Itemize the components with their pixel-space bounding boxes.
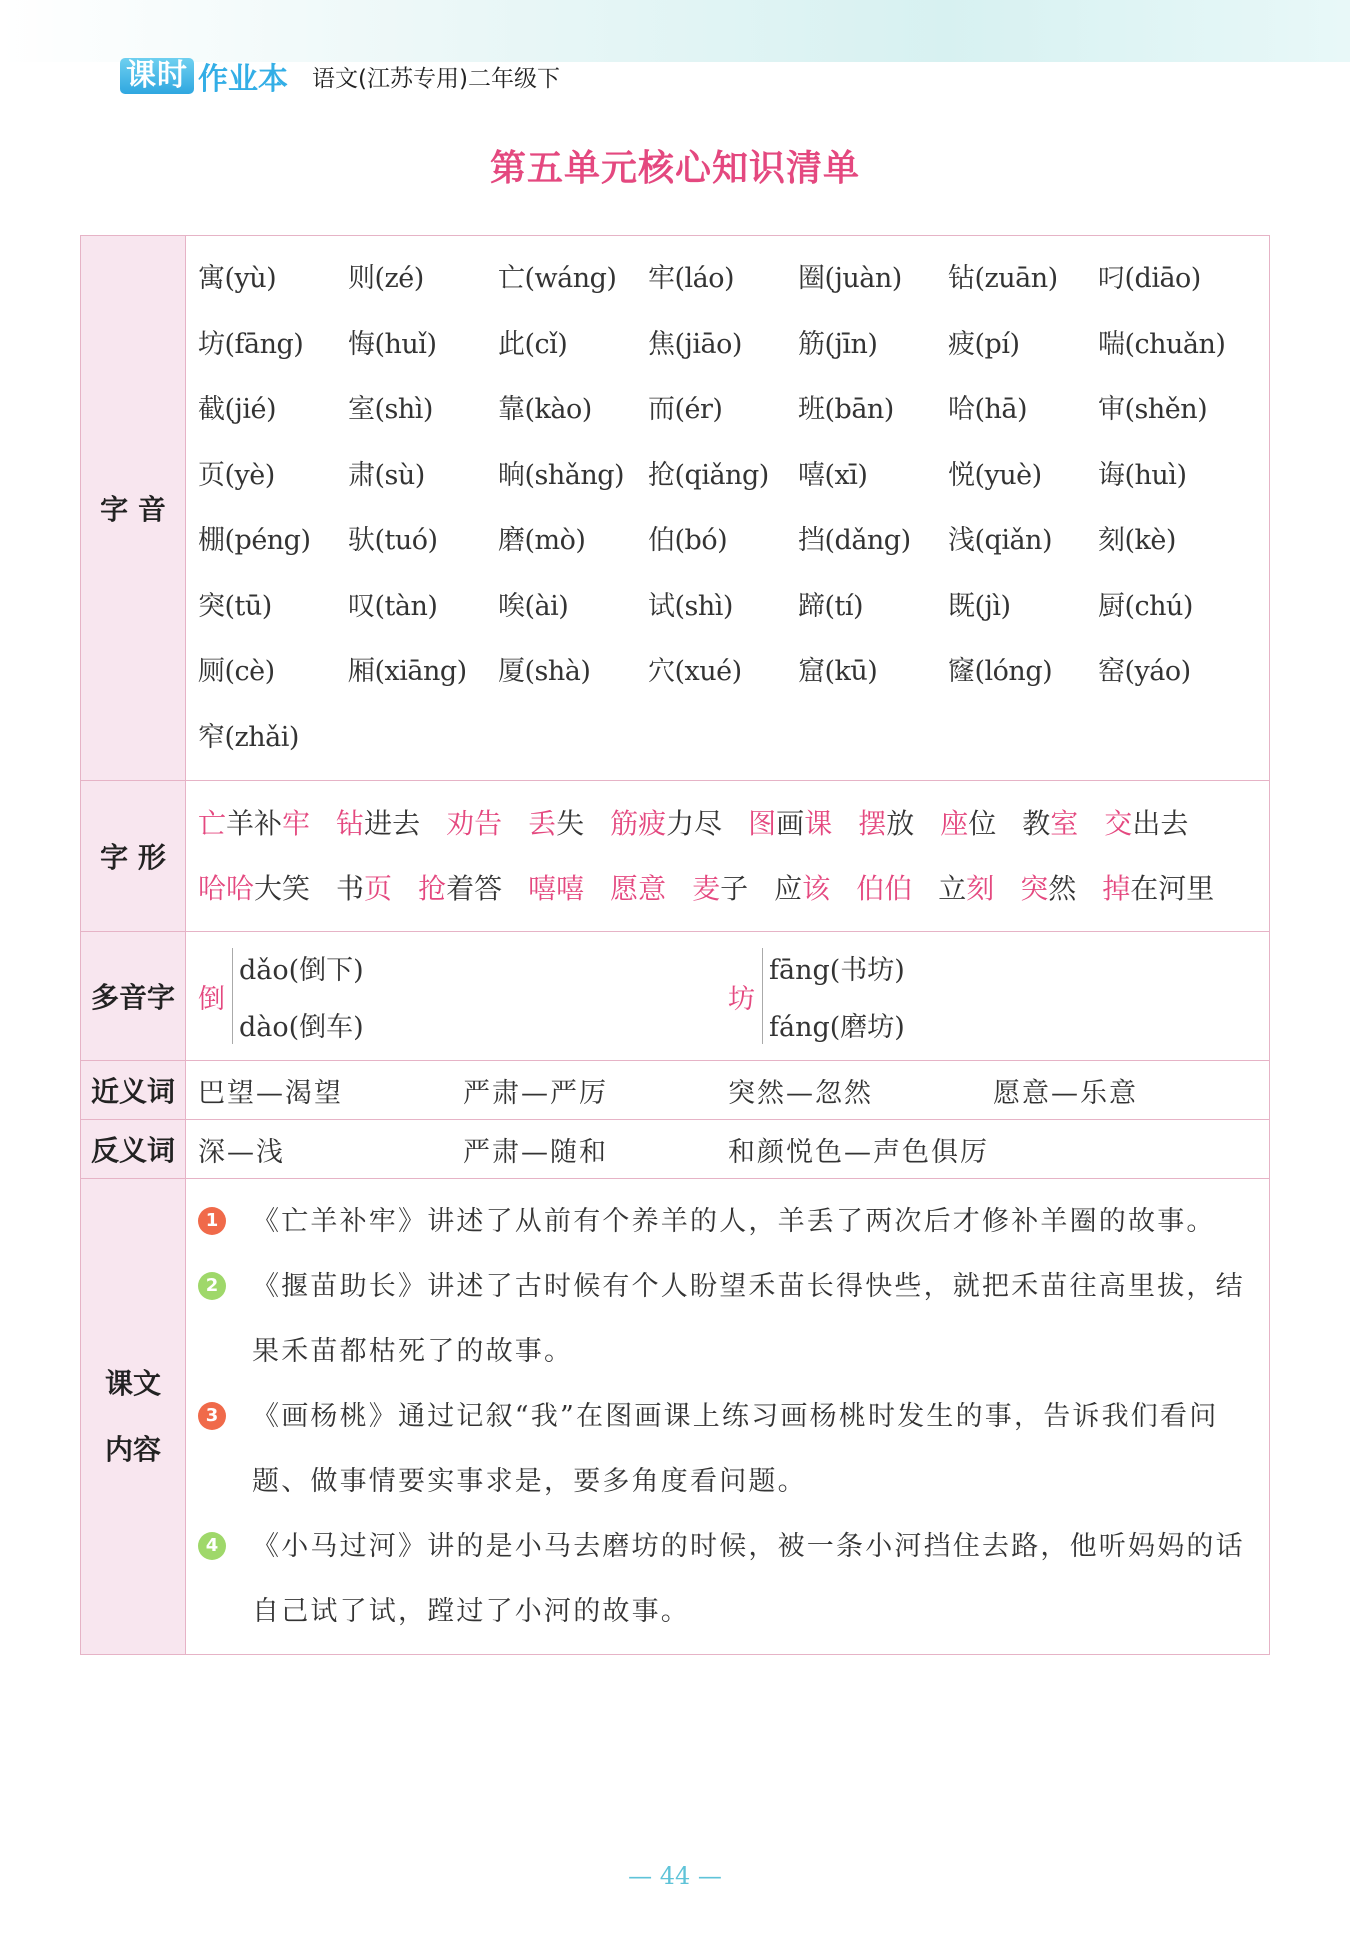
pinyin-entry: 厢(xiāng) (348, 656, 467, 687)
pinyin-entry: 厦(shà) (498, 656, 591, 687)
word-form (774, 856, 830, 921)
highlighted-char: 抢 (418, 872, 447, 905)
word-form (858, 791, 914, 856)
highlighted-char: 页 (364, 872, 393, 905)
label-jin-yi-ci: 近义词 (81, 1061, 186, 1120)
pinyin-entry: 窑(yáo) (1098, 656, 1191, 687)
pinyin-entry: 钻(zuān) (948, 263, 1058, 294)
pinyin-entry: 驮(tuó) (348, 525, 438, 556)
pinyin-entry: 坊(fāng) (198, 328, 304, 360)
polyphone-brace (762, 948, 905, 1044)
antonym-pair: 深—浅 (198, 1136, 285, 1168)
synonym-pair: 严肃—严厉 (463, 1077, 608, 1109)
cell-zi-yin (186, 236, 1270, 781)
word-form (748, 791, 832, 856)
synonym-list (198, 1061, 1259, 1119)
cell-ke-wen (186, 1179, 1270, 1655)
antonym-pair: 严肃—随和 (463, 1136, 608, 1168)
plain-char: 画 (776, 807, 805, 840)
highlighted-char: 劝告 (446, 807, 503, 840)
synonym-pair: 巴望—渴望 (198, 1077, 343, 1109)
highlighted-char: 伯伯 (856, 872, 913, 905)
subject-label: 语文(江苏专用)二年级下 (312, 65, 560, 92)
highlighted-char: 摆 (858, 807, 887, 840)
pinyin-entry: 嘻(xī) (798, 459, 868, 491)
word-form (610, 856, 666, 921)
row-zi-xing (81, 781, 1270, 932)
plain-char: 子 (720, 872, 749, 905)
polyphone-reading: fáng(磨坊) (769, 1012, 905, 1043)
word-form (938, 856, 994, 921)
highlighted-char: 亡 (198, 807, 227, 840)
number-badge: 2 (198, 1272, 226, 1300)
pinyin-entry: 肃(sù) (348, 459, 425, 491)
highlighted-char: 筋疲 (610, 807, 667, 840)
plain-char: 放 (886, 807, 915, 840)
word-form (418, 856, 502, 921)
highlighted-char: 课 (804, 807, 833, 840)
pinyin-entry: 唉(ài) (498, 590, 569, 622)
word-form (528, 791, 584, 856)
pinyin-entry: 而(ér) (648, 394, 723, 425)
highlighted-char: 图 (748, 807, 777, 840)
row-jin-yi-ci (81, 1061, 1270, 1120)
pinyin-entry: 班(bān) (798, 394, 894, 425)
word-form (1022, 791, 1078, 856)
highlighted-char: 该 (802, 872, 831, 905)
pinyin-entry: 叹(tàn) (348, 590, 438, 622)
pinyin-entry: 窟(kū) (798, 656, 878, 687)
row-duo-yin-zi (81, 932, 1270, 1061)
pinyin-entry: 刻(kè) (1098, 525, 1176, 556)
page-number: — 44 — (628, 1862, 722, 1890)
label-zi-yin: 字 音 (81, 236, 186, 781)
pinyin-entry: 此(cǐ) (498, 328, 568, 360)
antonym-list (198, 1120, 1259, 1178)
logo-text: 作业本 (198, 62, 288, 97)
pinyin-entry: 页(yè) (198, 459, 275, 491)
polyphone-char: 倒 (198, 983, 225, 1015)
word-form (198, 856, 310, 921)
row-zi-yin (81, 236, 1270, 781)
plain-char: 着答 (446, 872, 503, 905)
synonym-pair: 愿意—乐意 (993, 1077, 1138, 1109)
pinyin-entry: 突(tū) (198, 590, 272, 622)
plain-char: 力尽 (666, 807, 723, 840)
label-ke-wen-line: 课文 (104, 1366, 161, 1400)
highlighted-char: 牢 (282, 807, 311, 840)
cell-duo-yin-zi (186, 932, 1270, 1061)
plain-char: 然 (1048, 872, 1077, 905)
polyphone-group (198, 948, 728, 1044)
number-badge: 1 (198, 1207, 226, 1235)
polyphone-char: 坊 (728, 983, 755, 1015)
label-fan-yi-ci: 反义词 (81, 1120, 186, 1179)
word-form (446, 791, 502, 856)
synonym-pair: 突然—忽然 (728, 1077, 873, 1109)
lesson-summary (198, 1189, 1259, 1254)
pinyin-entry: 晌(shǎng) (498, 459, 625, 491)
word-form (692, 856, 748, 921)
polyphone-reading: dào(倒车) (239, 1012, 364, 1043)
highlighted-char: 室 (1050, 807, 1079, 840)
pinyin-entry: 靠(kào) (498, 394, 592, 425)
pinyin-entry: 牢(láo) (648, 263, 735, 294)
word-form (198, 791, 310, 856)
polyphone-brace (232, 948, 364, 1044)
lesson-text: 《揠苗助长》讲述了古时候有个人盼望禾苗长得快些，就把禾苗往高里拔，结果禾苗都枯死了的故事。 (252, 1271, 1245, 1367)
pinyin-entry: 寓(yù) (198, 263, 277, 294)
plain-char: 羊补 (226, 807, 283, 840)
label-zi-xing: 字 形 (81, 781, 186, 932)
pinyin-grid (198, 246, 1259, 770)
label-ke-wen (81, 1179, 186, 1655)
plain-char: 应 (774, 872, 803, 905)
pinyin-entry: 厨(chú) (1098, 590, 1193, 622)
pinyin-entry: 窄(zhǎi) (198, 721, 299, 753)
pinyin-entry: 穴(xué) (648, 656, 742, 687)
lesson-summary (198, 1514, 1259, 1644)
plain-char: 进去 (364, 807, 421, 840)
pinyin-entry: 亡(wáng) (498, 263, 617, 294)
book-header (120, 56, 560, 96)
pinyin-entry: 浅(qiǎn) (948, 525, 1052, 556)
pinyin-entry: 叼(diāo) (1098, 263, 1201, 294)
pinyin-entry: 审(shěn) (1098, 394, 1208, 425)
lesson-text: 《小马过河》讲的是小马去磨坊的时候，被一条小河挡住去路，他听妈妈的话自己试了试，蹚过了小河的故事。 (252, 1531, 1245, 1627)
pinyin-entry: 室(shì) (348, 394, 433, 425)
plain-char: 教 (1022, 807, 1051, 840)
plain-char: 位 (968, 807, 997, 840)
lesson-summary (198, 1384, 1259, 1514)
pinyin-entry: 疲(pí) (948, 328, 1020, 360)
lesson-summary (198, 1254, 1259, 1384)
pinyin-entry: 厕(cè) (198, 656, 275, 687)
pinyin-entry: 筋(jīn) (798, 328, 878, 360)
highlighted-char: 交 (1104, 807, 1133, 840)
top-band (0, 0, 1350, 62)
word-form (1020, 856, 1076, 921)
word-forms (198, 791, 1259, 921)
pinyin-entry: 哈(hā) (948, 394, 1028, 425)
highlighted-char: 哈哈 (198, 872, 255, 905)
plain-char: 失 (556, 807, 585, 840)
cell-fan-yi-ci (186, 1120, 1270, 1179)
pinyin-entry: 截(jié) (198, 394, 277, 425)
highlighted-char: 座 (940, 807, 969, 840)
pinyin-entry: 窿(lóng) (948, 656, 1053, 687)
cell-jin-yi-ci (186, 1061, 1270, 1120)
highlighted-char: 钻 (336, 807, 365, 840)
plain-char: 立 (938, 872, 967, 905)
pinyin-entry: 挡(dǎng) (798, 525, 911, 556)
plain-char: 书 (336, 872, 365, 905)
pinyin-entry: 试(shì) (648, 590, 733, 622)
logo-box: 课时 (120, 58, 194, 94)
highlighted-char: 突 (1020, 872, 1049, 905)
label-ke-wen-line: 内容 (104, 1432, 161, 1466)
word-form (940, 791, 996, 856)
word-form (856, 856, 912, 921)
pinyin-entry: 磨(mò) (498, 525, 586, 556)
highlighted-char: 掉 (1102, 872, 1131, 905)
pinyin-entry: 圈(juàn) (798, 263, 902, 294)
antonym-pair: 和颜悦色—声色俱厉 (728, 1136, 989, 1168)
number-badge: 3 (198, 1402, 226, 1430)
word-form (1104, 791, 1188, 856)
knowledge-table (80, 235, 1270, 1655)
pinyin-entry: 棚(péng) (198, 525, 311, 556)
pinyin-entry: 则(zé) (348, 263, 424, 294)
cell-zi-xing (186, 781, 1270, 932)
pinyin-entry: 诲(huì) (1098, 459, 1187, 491)
page-title: 第五单元核心知识清单 (489, 148, 860, 189)
word-form (336, 791, 420, 856)
polyphone-reading: dǎo(倒下) (239, 955, 364, 986)
polyphone-reading: fāng(书坊) (769, 955, 905, 986)
pinyin-entry: 焦(jiāo) (648, 328, 742, 360)
lesson-text: 《亡羊补牢》讲述了从前有个养羊的人，羊丢了两次后才修补羊圈的故事。 (252, 1206, 1216, 1237)
pinyin-entry: 喘(chuǎn) (1098, 328, 1226, 360)
highlighted-char: 麦 (692, 872, 721, 905)
word-form (528, 856, 584, 921)
polyphone-group (728, 948, 1258, 1044)
plain-char: 出去 (1132, 807, 1189, 840)
row-fan-yi-ci (81, 1120, 1270, 1179)
number-badge: 4 (198, 1532, 226, 1560)
word-form (1102, 856, 1214, 921)
label-duo-yin-zi: 多音字 (81, 932, 186, 1061)
highlighted-char: 丢 (528, 807, 557, 840)
word-form (610, 791, 722, 856)
pinyin-entry: 抢(qiǎng) (648, 459, 769, 491)
pinyin-entry: 悔(huǐ) (348, 328, 437, 360)
highlighted-char: 刻 (966, 872, 995, 905)
plain-char: 在河里 (1130, 872, 1215, 905)
plain-char: 大笑 (254, 872, 311, 905)
pinyin-entry: 悦(yuè) (948, 459, 1042, 491)
highlighted-char: 嘻嘻 (528, 872, 585, 905)
pinyin-entry: 既(jì) (948, 590, 1011, 622)
highlighted-char: 愿意 (610, 872, 667, 905)
word-form (336, 856, 392, 921)
polyphone-list (198, 932, 1259, 1060)
pinyin-entry: 伯(bó) (648, 525, 728, 556)
lesson-text: 《画杨桃》通过记叙“我”在图画课上练习画杨桃时发生的事，告诉我们看问题、做事情要实事求是，要多角度看问题。 (252, 1401, 1219, 1497)
row-ke-wen (81, 1179, 1270, 1655)
pinyin-entry: 蹄(tí) (798, 590, 864, 622)
